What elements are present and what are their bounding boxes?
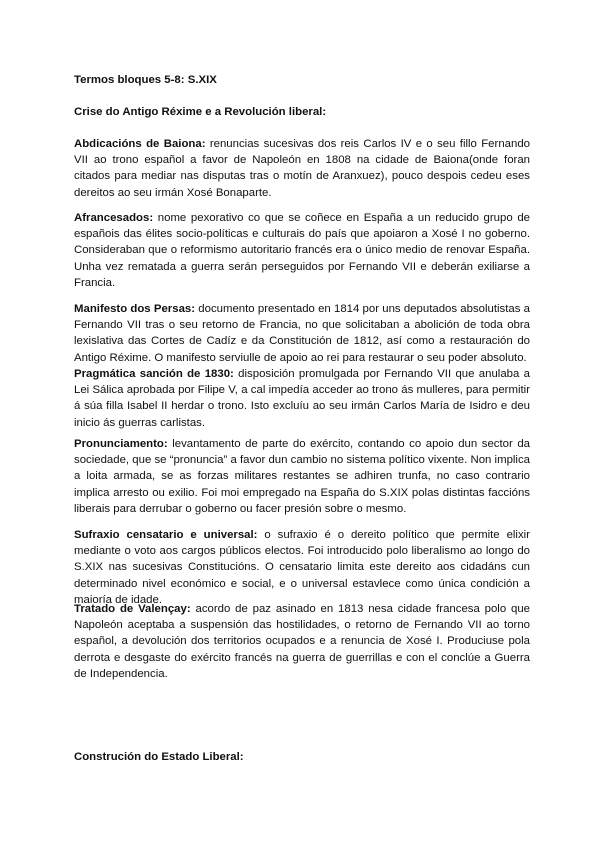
entry-term: Abdicacións de Baiona: — [74, 138, 206, 150]
entry-text: acordo de paz asinado en 1813 nesa cidade francesa polo que Napoleón aceptaba a suspensión das hostilidades, o retorno de Fernando VII ao torno español, a devolución dos territorios ocupados e a renuncia de Xosé I. Produciuse pola derrota e desgaste do exército francés na guerra de guerrillas e con el conclúe a Guerra de Independencia. — [74, 603, 530, 680]
entry-text: o sufraxio é o dereito político que permite elixir mediante o voto aos cargos públicos electos. Foi introducido polo liberalismo ao longo do S.XIX nas sucesivas Constitucións. O censatario limita este dereito aos cidadáns cun determinado nivel económico e social, e o universal estavlece como única condición a maioría de idade. — [74, 529, 530, 606]
entry-tratado-valencay — [74, 601, 530, 682]
entry-pragmatica-sancion — [74, 366, 530, 431]
entry-sufraxio — [74, 527, 530, 608]
entry-afrancesados — [74, 210, 530, 291]
entry-text: nome pexorativo co que se coñece en España a un reducido grupo de españois das élites socio-políticas e culturais do país que apoiaron a Xosé I no goberno. Consideraban que o reformismo autoritario francés era o único medio de renovar España. Unha vez rematada a guerra serán perseguidos por Fernando VII e deberán exiliarse a Francia. — [74, 212, 530, 289]
entry-term: Pronunciamento: — [74, 438, 168, 450]
document-title: Termos bloques 5-8: S.XIX — [74, 74, 217, 86]
entry-text: documento presentado en 1814 por uns deputados absolutistas a Fernando VII tras o seu retorno de Francia, no que solicitaban a abolición de toda obra lexislativa das Cortes de Cadíz e da Constitución de 1812, así como a restauración do Antigo Réxime. O manifesto serviulle de apoio ao rei para restaurar o seu poder absoluto. — [74, 303, 531, 364]
entry-abdicacions — [74, 136, 530, 201]
section-heading-construcion: Construción do Estado Liberal: — [74, 751, 244, 763]
entry-term: Sufraxio censatario e universal: — [74, 529, 258, 541]
section-heading-crise: Crise do Antigo Réxime e a Revolución liberal: — [74, 106, 327, 118]
entry-term: Afrancesados: — [74, 212, 154, 224]
entry-term: Tratado de Valençay: — [74, 603, 191, 615]
entry-manifesto-persas — [74, 301, 530, 366]
entry-term: Pragmática sanción de 1830: — [74, 368, 234, 380]
entry-text: levantamento de parte do exército, contando co apoio dun sector da sociedade, que se “pronuncia” a favor dun cambio no sistema político vixente. Non implica a loita armada, se as forzas militares restantes se adhiren trunfa, no caso contrario implica arresto ou exilio. Foi moi empregado na España do S.XIX polas distintas faccións liberais para derrubar o goberno ou facer presión sobre o mesmo. — [74, 438, 530, 515]
entry-term: Manifesto dos Persas: — [74, 303, 196, 315]
entry-text: disposición promulgada por Fernando VII que anulaba a Lei Sálica aprobada por Filipe V, a cal impedía acceder ao trono ás mulleres, para permitir á súa filla Isabel II herdar o trono. Isto excluíu ao seu irmán Carlos María de Isidro e deu inicio ás guerras carlistas. — [74, 368, 530, 429]
entry-pronunciamento — [74, 436, 530, 517]
entry-text: renuncias sucesivas dos reis Carlos IV e o seu fillo Fernando VII ao trono español a favor de Napoleón en 1808 na cidade de Baiona(onde foran citados para mediar nas disputas tras o motín de Aranxuez), pouco despois cedeu eses dereitos ao seu irmán Xosé Bonaparte. — [74, 138, 530, 199]
